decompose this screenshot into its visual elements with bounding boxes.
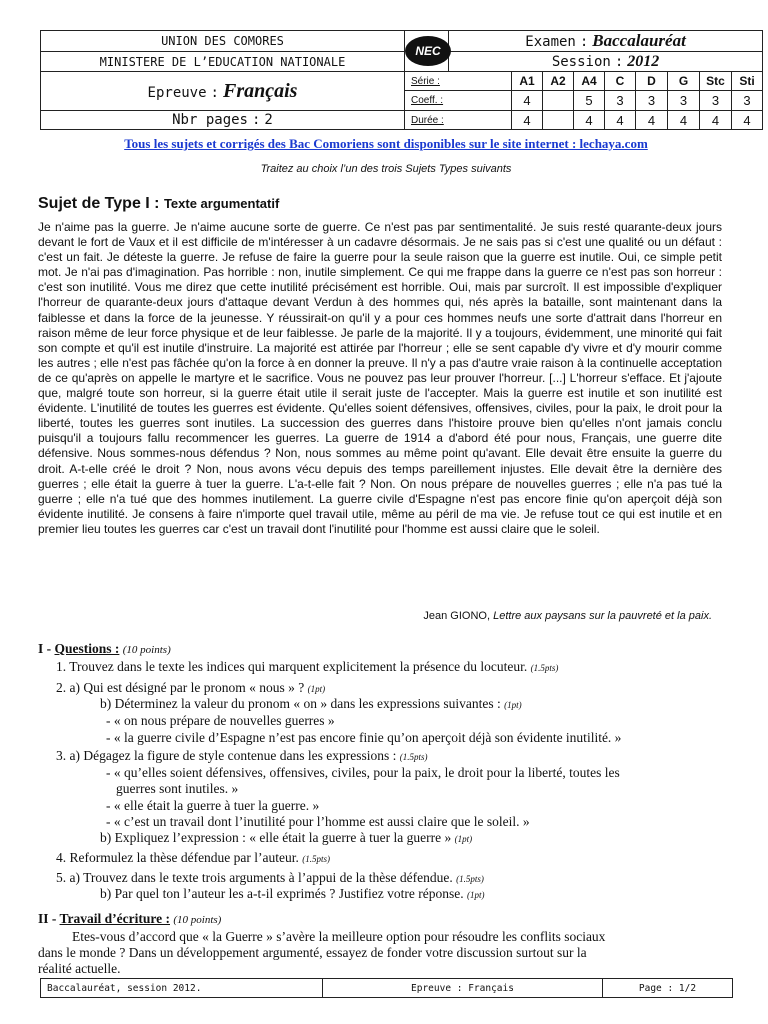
question-3b-points: (1pt) [454,834,473,844]
question-2a [56,680,325,697]
session-value: 2012 [627,52,660,70]
coeff-a2 [543,91,574,111]
country-name: UNION DES COMORES [41,31,405,52]
serie-a1: A1 [512,72,543,91]
question-3a-item-1b: guerres sont inutiles. » [116,781,239,796]
question-3b [100,830,472,847]
subject-heading [38,195,279,213]
site-banner-link[interactable]: Tous les sujets et corrigés des Bac Comoriens sont disponibles sur le site internet : lechaya.com [124,136,648,151]
subject-label: Epreuve [147,84,207,101]
serie-sti: Sti [732,72,763,91]
question-1 [56,659,558,676]
question-2b-item-2: - « la guerre civile d’Espagne n’est pas encore finie qu’on aperçoit déjà son évidente inutilité. » [106,730,622,745]
question-3b-text: b) Expliquez l’expression : « elle était la guerre à tuer la guerre » [100,830,452,845]
footer-left: Baccalauréat, session 2012. [41,979,323,998]
footer-middle: Epreuve : Français [323,979,603,998]
question-5a [56,870,484,887]
question-2a-points: (1pt) [307,684,326,694]
coeff-sti: 3 [732,91,763,111]
exam-header-table [40,30,763,130]
serie-d: D [636,72,668,91]
section1-title: Questions : [54,641,120,656]
question-2a-text: 2. a) Qui est désigné par le pronom « nous » ? [56,680,305,695]
section2-points: (10 points) [173,914,222,926]
coeff-a1: 4 [512,91,543,111]
section1-points: (10 points) [122,644,171,656]
instruction: Traitez au choix l’un des trois Sujets Types suivants [260,163,512,175]
source-author: Jean GIONO, [423,610,491,622]
serie-g: G [668,72,700,91]
question-3a-item-2: - « elle était la guerre à tuer la guerre. » [106,798,320,813]
session-sep: : [614,53,624,70]
session-label: Session [551,53,611,70]
pages-cell [41,111,405,130]
duree-g: 4 [668,111,700,130]
duree-label: Durée : [405,111,512,130]
duree-c: 4 [605,111,636,130]
question-5b [100,886,485,903]
section2-heading [38,911,221,928]
serie-c: C [605,72,636,91]
coeff-g: 3 [668,91,700,111]
question-5b-text: b) Par quel ton l’auteur les a-t-il exprimés ? Justifiez votre réponse. [100,886,464,901]
coeff-c: 3 [605,91,636,111]
question-3a-item-3: - « c’est un travail dont l’inutilité pour l’homme est aussi claire que le soleil. » [106,814,530,829]
question-1-points: (1.5pts) [530,663,559,673]
serie-a4: A4 [574,72,605,91]
serie-a2: A2 [543,72,574,91]
page-footer [40,978,733,998]
session-cell [449,52,763,72]
pages-sep: : [251,112,261,128]
exam-label: Examen [525,34,576,50]
question-3a-points: (1.5pts) [399,752,428,762]
question-1-text: 1. Trouvez dans le texte les indices qui marquent explicitement la présence du locuteur. [56,659,528,674]
source-work: Lettre aux paysans sur la pauvreté et la paix. [493,610,712,622]
question-3a-text: 3. a) Dégagez la figure de style contenue dans les expressions : [56,748,397,763]
footer-page: Page : 1/2 [603,979,733,998]
nec-logo: NEC [405,36,451,66]
question-3a [56,748,428,765]
subject-type: Texte argumentatif [163,196,280,211]
question-4-text: 4. Reformulez la thèse défendue par l’auteur. [56,850,299,865]
question-4-points: (1.5pts) [302,854,331,864]
section1-heading [38,641,171,658]
question-3a-item-1: - « qu’elles soient défensives, offensives, civiles, pour la paix, le droit pour la liberté, toutes les [106,765,620,780]
section2-num: II - [38,911,57,926]
subject-value: Français [222,79,298,102]
pages-value: 2 [264,112,273,128]
section2-title: Travail d’écriture : [59,911,170,926]
ministry-name: MINISTERE DE L’EDUCATION NATIONALE [41,52,405,72]
duree-a1: 4 [512,111,543,130]
logo-cell [405,31,449,72]
source-citation [423,610,712,622]
question-2b-item-1: - « on nous prépare de nouvelles guerres » [106,713,335,728]
subject-sep: : [210,84,219,101]
duree-sti: 4 [732,111,763,130]
pages-label: Nbr pages [172,112,248,128]
exam-value: Baccalauréat [592,31,686,50]
question-5b-points: (1pt) [467,890,485,900]
essay-line-3: réalité actuelle. [38,961,121,976]
subject-cell [41,72,405,111]
passage-text: Je n'aime pas la guerre. Je n'aime aucune sorte de guerre. Ce n'est pas par sentimentalité. Je suis resté quarante-deux jours devant le fort de Vaux et il est difficile de m'intéresser à un cadavre désormais. Je ne sais pas si c'est une qualité ou un défaut : c'est un fait. Je déteste la guerre. Je refuse de faire la guerre pour la seule raison que la guerre est inutile. Oui, ce simple petit mot. Je n'ai pas d'imagination. Pas horrible : non, inutile simplement. Ce qui me frappe dans la guerre ce n'est pas son horreur : c'est son inutilité. Vous me direz que cette inutilité précisément est horrible. Oui, mais par surcroît. Il est impossible d'expliquer l'horreur de quarante-deux jours d'attaque devant Verdun à des hommes qui, nés après la bataille, sont maintenant dans la faiblesse et dans la force de la jeunesse. Y réussirait-on qu'il y a pour ces hommes neufs une sorte d'attrait dans l'horreur en raison même de leur force physique et de leur faiblesse. Je parle de la majorité. Il y a toujours, évidemment, une minorité qui fait son compte et qu'il est inutile d'instruire. La majorité est attirée par l'horreur ; elle se sent capable d'y vivre et d'y mourir comme les autres ; elle n'est pas fâchée qu'on la force à en donner la preuve. Il n'y a pas d'autre vraie raison à la continuelle acceptation de ce qu'après on appelle le martyre et le sacrifice. Vous ne pouvez pas leur prouver l'horreur. [...] L'horreur s'efface. Et j'ajoute que, malgré toute son horreur, si la guerre était utile il serait juste de l'accepter. Mais la guerre est inutile et son inutilité est évidente. L'inutilité de toutes les guerres est évidente. Qu'elles soient défensives, offensives, civiles, pour la paix, le droit pour la liberté, toutes les guerres sont inutiles. La succession des guerres dans l'histoire prouve bien qu'elles n'ont jamais conclu puisqu'il a toujours fallu recommencer les guerres. La guerre de 1914 a d'abord été pour nous, Français, une guerre dite défensive. Nous sommes-nous défendus ? Non, nous sommes au même point qu'avant. Elle devait être ensuite la guerre du droit. A-t-elle créé le droit ? Non, nous avons vécu depuis des temps pareillement injustes. Elle devait être la dernière des guerres ; elle était la guerre à tuer la guerre. L'a-t-elle fait ? Non. On nous prépare de nouvelles guerres ; elle n'a pas tué la guerre ; elle n'a tué que des hommes inutilement. La guerre civile d'Espagne n'est pas encore finie qu'on aperçoit déjà son évidente inutilité. Je consens à faire n'importe quel travail utile, même au péril de ma vie. Je refuse tout ce qui est inutile et en premier lieu toutes les guerres car c'est un travail dont l'inutilité pour l'homme est aussi claire que le soleil. [38,220,722,536]
question-5a-points: (1.5pts) [456,874,484,884]
coeff-label: Coeff. : [405,91,512,111]
question-2b-text: b) Déterminez la valeur du pronom « on » dans les expressions suivantes : [100,696,501,711]
duree-stc: 4 [700,111,732,130]
coeff-a4: 5 [574,91,605,111]
duree-d: 4 [636,111,668,130]
duree-a4: 4 [574,111,605,130]
subject-title: Sujet de Type I : [38,195,160,212]
essay-line-2: dans le monde ? Dans un développement argumenté, essayez de fonder votre discussion surtout sur la [38,945,587,960]
question-5a-text: 5. a) Trouvez dans le texte trois arguments à l’appui de la thèse défendue. [56,870,453,885]
serie-stc: Stc [700,72,732,91]
section1-num: I - [38,641,52,656]
question-4 [56,850,330,867]
essay-line-1: Etes-vous d’accord que « la Guerre » s’avère la meilleure option pour résoudre les conflits sociaux [72,929,606,944]
exam-sep: : [579,34,589,50]
serie-label: Série : [405,72,512,91]
duree-a2 [543,111,574,130]
coeff-stc: 3 [700,91,732,111]
exam-cell [449,31,763,52]
question-2b [100,696,522,713]
coeff-d: 3 [636,91,668,111]
question-2b-points: (1pt) [504,700,522,710]
